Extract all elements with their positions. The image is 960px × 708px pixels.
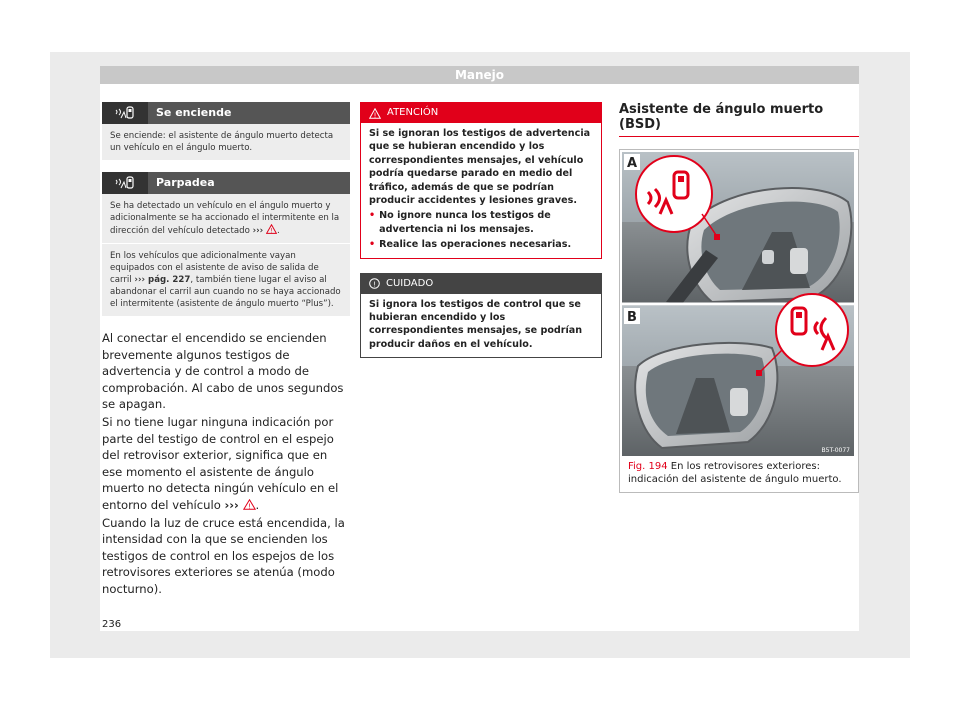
caution-box bbox=[360, 273, 602, 359]
indicator-desc: En los vehículos que adicionalmente vayan equipados con el asistente de aviso de salida de carril ››› pág. 227, también tiene lugar el aviso al abandonar el carril aun cuando no se haya accionado el intermitente (asistente de ángulo muerto “Plus”). bbox=[102, 243, 350, 316]
indicator-desc: Se ha detectado un vehículo en el ángulo muerto y adicionalmente se ha accionado el intermitente en la dirección del vehículo detectado ››› ! . bbox=[102, 194, 350, 243]
figure-code: B5T-0077 bbox=[821, 447, 850, 454]
list-item: • Realice las operaciones necesarias. bbox=[369, 239, 572, 251]
figure-label-b: B bbox=[627, 310, 637, 325]
indicator-table-on bbox=[102, 102, 350, 160]
paragraph: Si no tiene lugar ninguna indicación por parte del testigo de control en el espejo del retrovisor exterior, significa que en ese momento el asistente de ángulo muerto no detecta ningún vehículo en el entorno del vehículo ››› ! . bbox=[102, 414, 339, 512]
column-left bbox=[102, 102, 350, 598]
figure bbox=[619, 149, 859, 493]
warning-triangle-icon bbox=[243, 499, 256, 510]
paragraph: Al conectar el encendido se encienden brevemente algunos testigos de advertencia y de control a modo de comprobación. Al cabo de unos segundos se apagan. bbox=[102, 331, 344, 412]
warning-box bbox=[360, 102, 602, 259]
svg-text:!: ! bbox=[373, 110, 377, 119]
warning-triangle-icon bbox=[369, 108, 381, 119]
paragraph: Cuando la luz de cruce está encendida, la intensidad con la que se encienden los testigos de control en los espejos de los retrovisores exteriores se atenúa (modo nocturno). bbox=[102, 515, 345, 596]
body-text bbox=[102, 330, 350, 598]
page-number: 236 bbox=[102, 619, 122, 630]
warning-triangle-icon bbox=[266, 224, 277, 234]
svg-text:!: ! bbox=[247, 502, 251, 510]
svg-text:!: ! bbox=[373, 280, 376, 289]
page-reference[interactable]: pág. 227 bbox=[148, 275, 191, 285]
mirror-illustration bbox=[622, 152, 854, 456]
svg-text:!: ! bbox=[270, 227, 273, 234]
list-item: • No ignore nunca los testigos de advertencia ni los mensajes. bbox=[369, 210, 551, 235]
indicator-table-blink bbox=[102, 172, 350, 316]
indicator-desc: Se enciende: el asistente de ángulo muerto detecta un vehículo en el ángulo muerto. bbox=[102, 124, 350, 160]
indicator-title: Parpadea bbox=[156, 176, 215, 189]
info-circle-icon bbox=[369, 278, 380, 289]
bsd-warning-icon bbox=[102, 102, 148, 124]
figure-label-a: A bbox=[626, 156, 638, 171]
warning-text: Si se ignoran los testigos de advertencia que se hubieran encendido y los correspondientes mensajes, el vehículo podría quedarse parado en medio del tráfico, además de que se podrían producir accidentes y lesiones graves. bbox=[369, 128, 591, 207]
section-title: Asistente de ángulo muerto (BSD) bbox=[619, 102, 859, 137]
ref-arrow[interactable]: ››› bbox=[252, 226, 264, 236]
bsd-warning-icon bbox=[102, 172, 148, 194]
column-middle bbox=[360, 102, 602, 358]
ref-arrow[interactable]: ››› bbox=[224, 497, 239, 512]
caution-text: Si ignora los testigos de control que se hubieran encendido y los correspondientes mensajes, se podrían producir daños en el vehículo. bbox=[369, 298, 583, 350]
indicator-title: Se enciende bbox=[156, 106, 232, 119]
figure-caption: Fig. 194 En los retrovisores exteriores: indicación del asistente de ángulo muerto. bbox=[628, 461, 842, 485]
figure-number: Fig. 194 bbox=[628, 461, 668, 472]
running-header: Manejo bbox=[100, 66, 859, 84]
warning-label: ATENCIÓN bbox=[387, 107, 439, 118]
caution-label: CUIDADO bbox=[386, 277, 434, 289]
column-right bbox=[619, 102, 859, 493]
ref-arrow[interactable]: ››› bbox=[134, 275, 146, 285]
